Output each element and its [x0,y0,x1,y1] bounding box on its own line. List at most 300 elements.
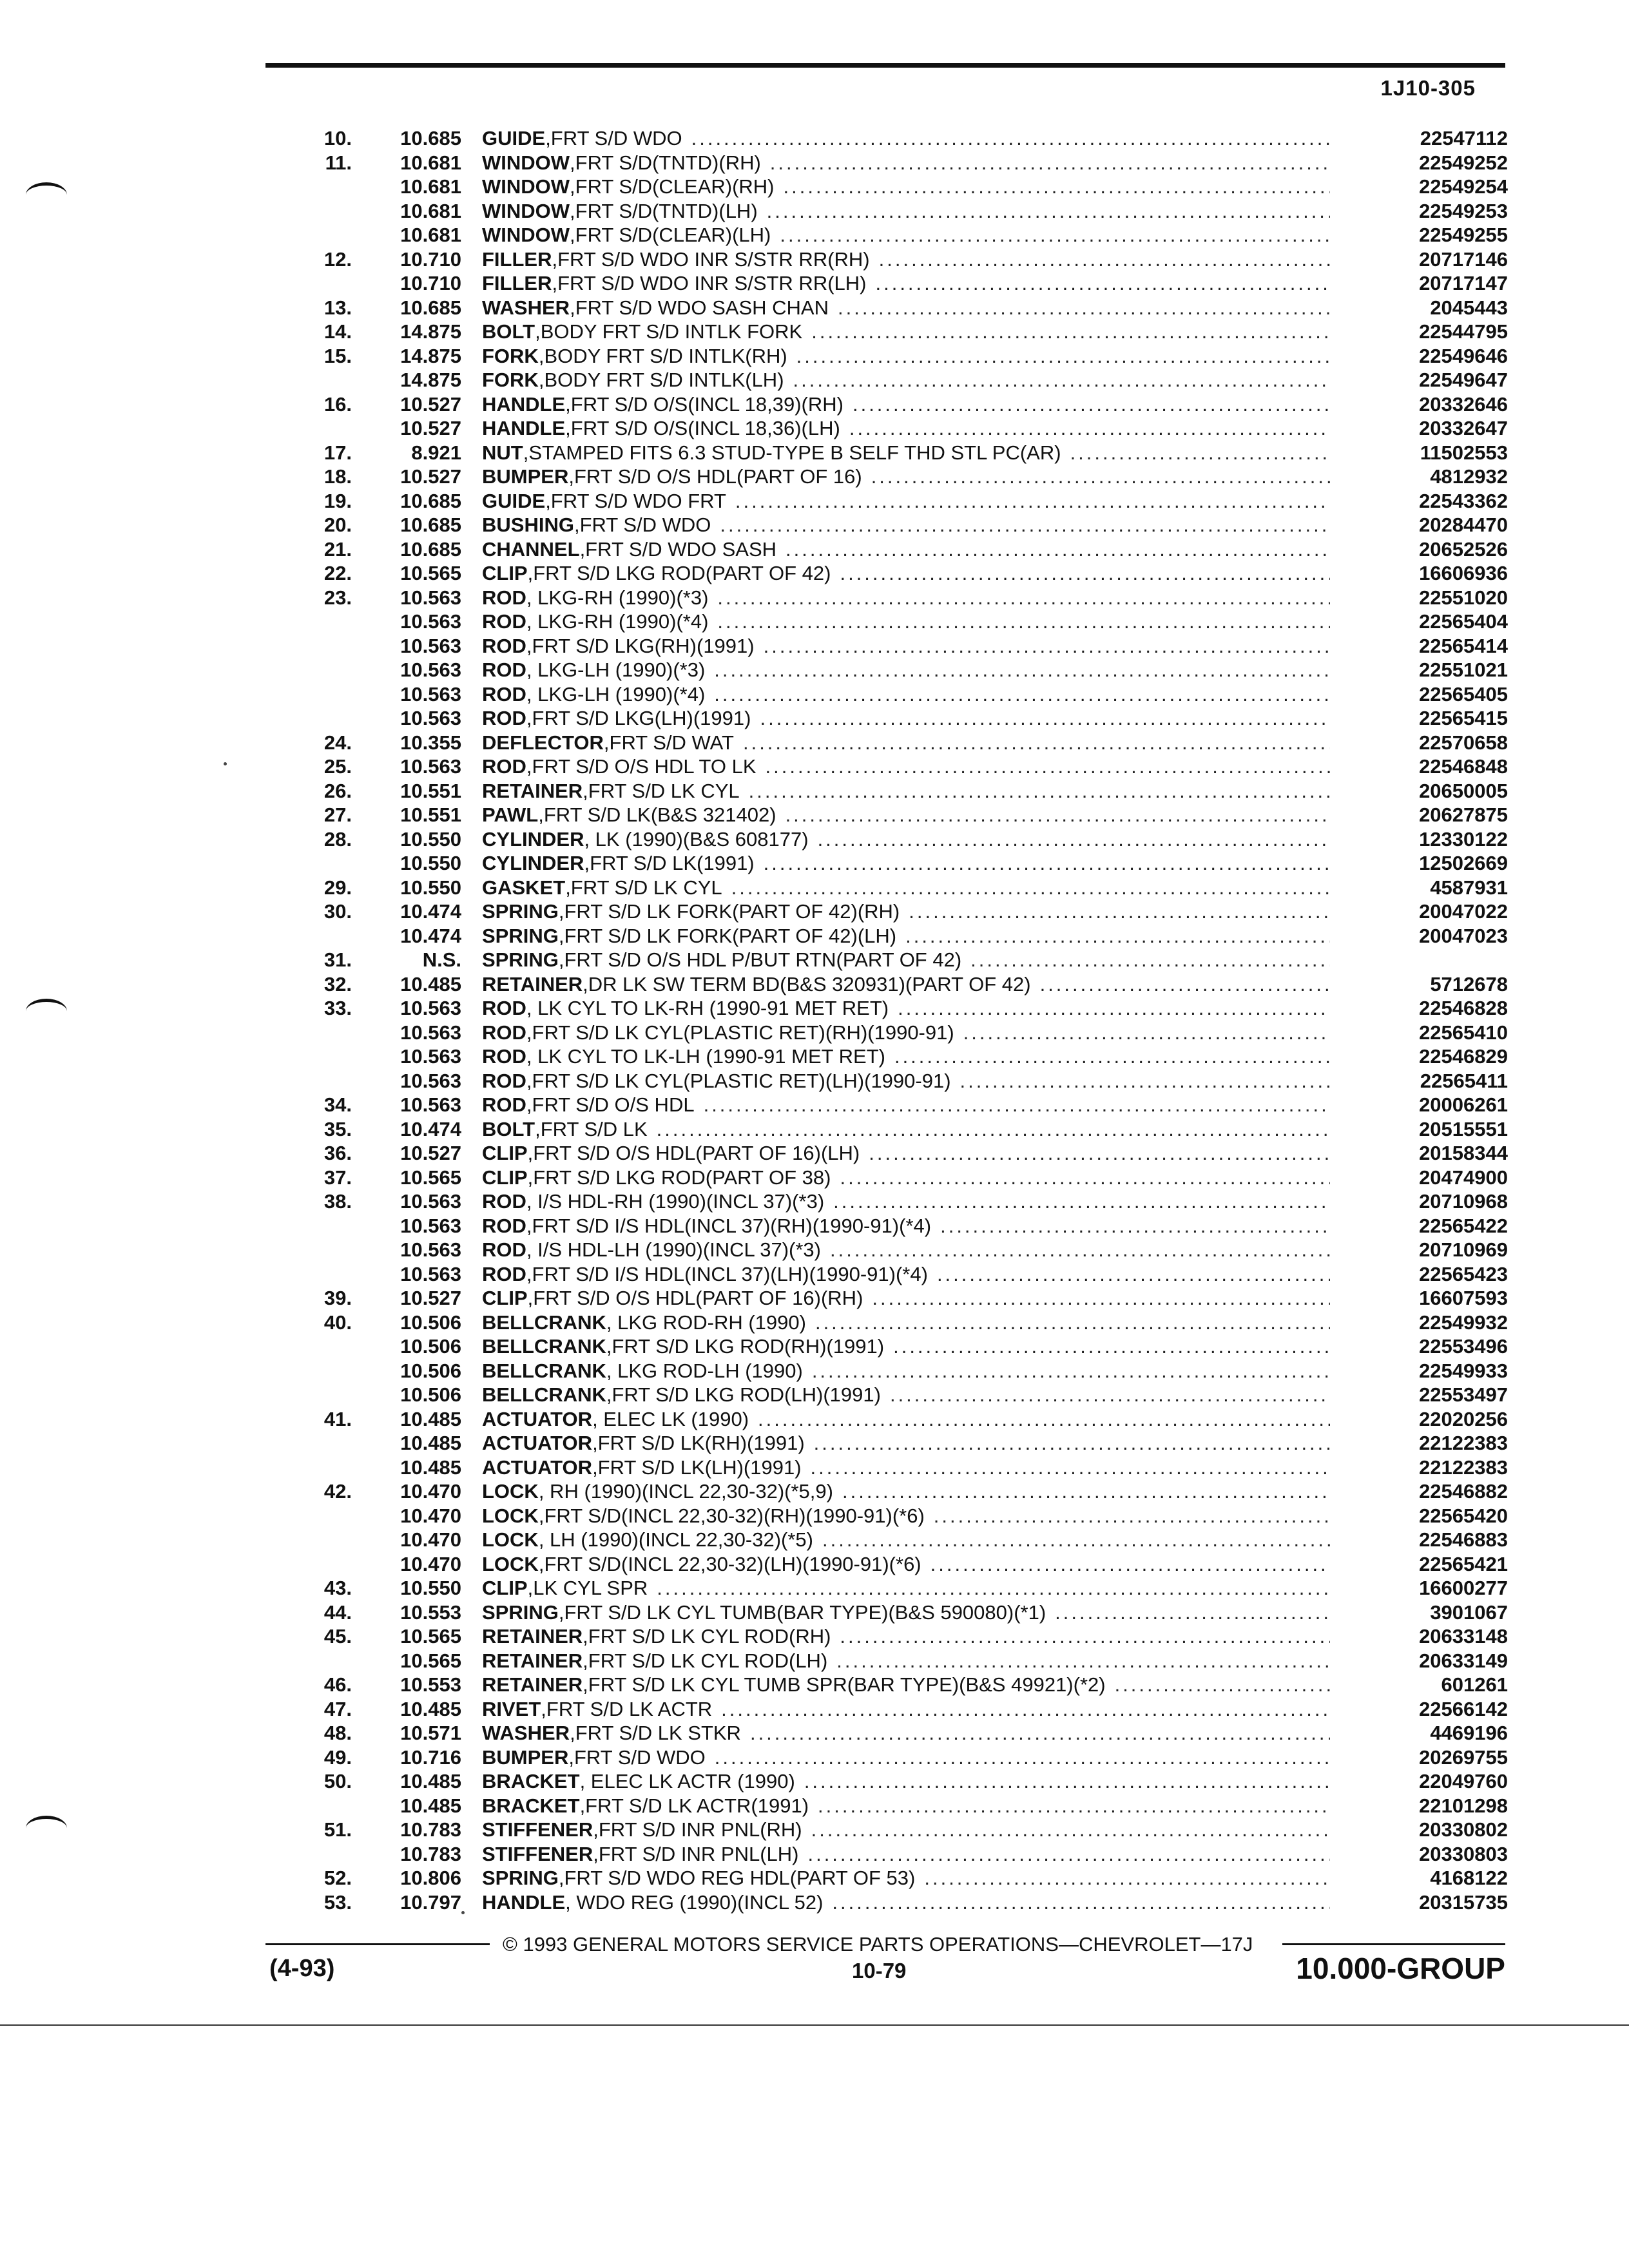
parts-row [258,126,1508,151]
dot-leader [822,1528,1330,1552]
part-description [482,561,1330,586]
part-name: ROD [482,1190,526,1213]
part-description [482,344,1330,369]
dot-leader [840,1624,1330,1649]
part-description [482,151,1330,175]
part-detail: ,FRT S/D LKG(RH)(1991) [526,634,755,657]
part-name: ROD [482,1262,526,1285]
ref-number: 19. [323,489,352,512]
ref-number: 12. [323,247,352,271]
group-number: 10.527 [400,392,461,416]
part-number: 22549254 [1419,175,1508,198]
part-description [482,1407,1330,1432]
part-name: ROD [482,658,526,681]
group-number: 10.563 [400,1190,461,1213]
part-detail: ,FRT S/D LK CYL [565,876,722,899]
part-name: WINDOW [482,199,570,222]
part-detail: ,FRT S/D LK(LH)(1991) [592,1456,802,1479]
part-name: BELLCRANK [482,1311,606,1334]
part-number: 20047023 [1419,924,1508,947]
part-description [482,368,1330,392]
parts-row [258,779,1508,803]
part-number: 22551021 [1419,658,1508,681]
parts-row [258,489,1508,514]
group-number: 10.681 [400,199,461,222]
parts-row [258,1673,1508,1697]
part-name: WINDOW [482,175,570,198]
part-number: 20330803 [1419,1842,1508,1865]
dot-leader [657,1117,1330,1142]
part-number: 22553496 [1419,1335,1508,1358]
parts-list [258,126,1508,1914]
dot-leader [871,465,1330,489]
dot-leader [717,586,1330,610]
dot-leader [1040,972,1330,997]
parts-row [258,1456,1508,1480]
parts-row [258,682,1508,707]
part-detail: ,FRT S/D LK ACTR [541,1697,713,1720]
dot-leader [793,368,1330,392]
part-detail: ,FRT S/D LK CYL TUMB SPR(BAR TYPE)(B&S 49921)(*2) [583,1673,1106,1696]
group-number: 10.506 [400,1383,461,1406]
part-number: 22122383 [1419,1456,1508,1479]
part-detail: ,FRT S/D(INCL 22,30-32)(RH)(1990-91)(*6) [538,1504,925,1527]
part-detail: ,FRT S/D O/S HDL(PART OF 16) [568,465,862,488]
parts-row [258,1021,1508,1045]
part-name: ROD [482,1238,526,1261]
part-description [482,1649,1330,1673]
part-description [482,1141,1330,1166]
part-name: CYLINDER [482,827,584,850]
group-number: 8.921 [411,441,461,464]
part-detail: , LK CYL TO LK-RH (1990-91 MET RET) [526,997,889,1019]
group-number: 10.474 [400,924,461,947]
part-detail: ,BODY FRT S/D INTLK FORK [535,320,803,343]
group-number: 10.685 [400,514,461,536]
ref-number: 41. [323,1407,352,1430]
part-name: ROD [482,1045,526,1068]
parts-row [258,1890,1508,1915]
group-number: 10.783 [400,1818,461,1841]
part-number: 22543362 [1419,489,1508,512]
part-description [482,1552,1330,1577]
part-number: 20633148 [1419,1625,1508,1648]
group-number: 10.355 [400,731,461,754]
part-number: 4587931 [1430,876,1508,899]
part-description [482,416,1330,441]
dot-leader [842,1479,1330,1504]
parts-row [258,972,1508,997]
group-number: 10.685 [400,296,461,319]
part-detail: ,FRT S/D LKG ROD(LH)(1991) [606,1383,881,1406]
part-number: 20717146 [1419,247,1508,271]
ref-number: 30. [323,900,352,923]
part-description [482,682,1330,707]
group-number: 10.563 [400,1093,461,1116]
part-description [482,1745,1330,1770]
dot-leader [735,489,1330,514]
dot-leader [731,876,1330,900]
part-description [482,1069,1330,1093]
parts-row [258,1431,1508,1456]
part-name: RETAINER [482,1673,583,1696]
part-number: 22546848 [1419,755,1508,778]
part-name: ROD [482,1069,526,1092]
parts-row [258,1842,1508,1867]
group-number: 10.551 [400,803,461,826]
part-name: ROD [482,634,526,657]
part-name: RETAINER [482,779,583,802]
part-number: 601261 [1441,1673,1508,1696]
dot-leader [894,1044,1330,1069]
dot-leader [804,1769,1330,1794]
part-detail: , LH (1990)(INCL 22,30-32)(*5) [538,1528,813,1551]
dot-leader [766,754,1331,779]
parts-row [258,803,1508,827]
ref-number: 45. [323,1625,352,1648]
dot-leader [1070,441,1330,465]
dot-leader [890,1383,1330,1407]
part-number: 12502669 [1419,852,1508,874]
part-number: 20284470 [1419,514,1508,536]
part-description [482,465,1330,489]
part-number: 20332647 [1419,417,1508,439]
part-name: BELLCRANK [482,1359,606,1382]
part-detail: ,FRT S/D WDO [568,1745,706,1769]
part-number: 22546883 [1419,1528,1508,1551]
part-name: SPRING [482,1867,559,1889]
part-number: 22565420 [1419,1504,1508,1527]
part-description [482,1214,1330,1238]
dot-leader [849,416,1330,441]
ref-number: 20. [323,514,352,536]
part-detail: , LKG ROD-LH (1990) [606,1359,803,1382]
ref-number: 52. [323,1867,352,1889]
part-description [482,1021,1330,1045]
part-number: 22101298 [1419,1794,1508,1817]
group-number: 10.527 [400,465,461,488]
dot-leader [760,706,1330,731]
part-number: 22547112 [1420,127,1508,149]
dot-leader [786,537,1330,562]
part-number: 20332646 [1419,392,1508,416]
part-description [482,223,1330,247]
ref-number: 22. [323,562,352,584]
part-description [482,392,1330,417]
parts-row [258,465,1508,489]
part-description [482,1600,1330,1625]
part-name: CLIP [482,1577,528,1599]
dot-leader [814,1431,1330,1456]
part-name: BUSHING [482,514,574,536]
part-description [482,1721,1330,1745]
dot-leader [934,1504,1330,1528]
part-number: 5712678 [1430,972,1508,995]
part-number: 4812932 [1430,465,1508,488]
part-name: PAWL [482,803,539,826]
parts-row [258,610,1508,634]
ref-number: 37. [323,1166,352,1189]
part-description [482,1334,1330,1359]
part-number: 20627875 [1419,803,1508,826]
part-name: BOLT [482,1117,535,1140]
group-number: 10.563 [400,1214,461,1237]
dot-leader [812,1359,1330,1383]
group-number: 10.797 [400,1890,461,1914]
part-number: 22565405 [1419,682,1508,706]
parts-row [258,1238,1508,1262]
dot-leader [840,1166,1330,1190]
part-description [482,320,1330,344]
part-name: LOCK [482,1504,539,1527]
group-number: 10.527 [400,1142,461,1164]
part-name: GUIDE [482,489,546,512]
part-description [482,1528,1330,1552]
page-code: 1J10-305 [1380,76,1476,100]
part-number: 22122383 [1419,1432,1508,1454]
dot-leader [853,392,1330,417]
ref-number: 35. [323,1117,352,1140]
part-number: 20047022 [1419,900,1508,923]
ref-number: 25. [323,755,352,778]
part-number: 16607593 [1419,1287,1508,1309]
ref-number: 11. [325,151,352,174]
group-number: 10.563 [400,997,461,1019]
part-description [482,1311,1330,1335]
group-number: 10.506 [400,1359,461,1382]
parts-row [258,1069,1508,1093]
group-number: 10.716 [400,1745,461,1769]
group-number: 10.681 [400,151,461,174]
part-description [482,876,1330,900]
part-detail: , LKG-LH (1990)(*3) [526,658,706,681]
part-description [482,537,1330,562]
part-name: BELLCRANK [482,1383,606,1406]
part-description [482,1479,1330,1504]
part-detail: , LKG ROD-RH (1990) [606,1311,806,1334]
ref-number: 21. [323,537,352,561]
part-detail: ,STAMPED FITS 6.3 STUD-TYPE B SELF THD STL PC(AR) [523,441,1061,464]
part-description [482,489,1330,514]
group-number: 10.806 [400,1867,461,1889]
group-number: 10.563 [400,707,461,729]
group-number: 10.563 [400,586,461,609]
dot-leader [830,1238,1330,1262]
part-number: 22546828 [1419,997,1508,1019]
dot-leader [924,1866,1330,1890]
part-number: 22049760 [1419,1770,1508,1792]
part-detail: ,FRT S/D I/S HDL(INCL 37)(RH)(1990-91)(*4) [526,1214,932,1237]
part-number: 22565421 [1419,1552,1508,1575]
part-detail: , ELEC LK (1990) [592,1407,749,1430]
ref-number: 16. [323,392,352,416]
part-number: 4168122 [1430,1867,1508,1889]
ref-number: 26. [323,779,352,802]
part-detail: ,FRT S/D LK CYL ROD(LH) [583,1649,828,1672]
part-description [482,1117,1330,1142]
part-number: 20710969 [1419,1238,1508,1261]
margin-mark [26,182,67,207]
part-number: 2045443 [1430,296,1508,319]
group-number: 10.550 [400,852,461,874]
part-description [482,972,1330,997]
part-detail: , LK CYL TO LK-LH (1990-91 MET RET) [526,1045,885,1068]
part-detail: ,FRT S/D WDO FRT [545,489,726,512]
group-number: 10.553 [400,1673,461,1696]
part-name: WASHER [482,296,570,319]
part-detail: ,FRT S/D LK CYL [583,779,740,802]
part-description [482,296,1330,320]
parts-row [258,827,1508,852]
group-number: 10.685 [400,127,461,149]
part-name: ACTUATOR [482,1407,593,1430]
dot-leader [764,851,1330,876]
part-description [482,126,1330,151]
ref-number: 40. [323,1311,352,1334]
dot-leader [811,320,1330,344]
part-name: RIVET [482,1697,541,1720]
part-detail: ,FRT S/D O/S HDL(PART OF 16)(LH) [527,1142,860,1164]
parts-row [258,1141,1508,1166]
margin-mark [26,1816,67,1841]
part-name: ROD [482,682,526,706]
group-number: 14.875 [400,344,461,367]
parts-row [258,296,1508,320]
part-name: ROD [482,1093,526,1116]
part-detail: ,FRT S/D LKG ROD(PART OF 38) [527,1166,831,1189]
part-description [482,1456,1330,1480]
part-name: SPRING [482,1600,559,1624]
part-number: 22570658 [1419,731,1508,754]
part-description [482,1818,1330,1842]
part-detail: ,FRT S/D(TNTD)(LH) [570,199,758,222]
group-number: 10.563 [400,634,461,657]
part-number: 12330122 [1419,827,1508,850]
parts-row [258,1189,1508,1214]
part-detail: ,FRT S/D O/S HDL TO LK [526,755,757,778]
dot-leader [940,1214,1330,1238]
part-description [482,1624,1330,1649]
ref-number: 34. [323,1093,352,1116]
part-number: 3901067 [1430,1600,1508,1624]
parts-row [258,175,1508,199]
part-detail: ,FRT S/D LK(1991) [584,852,755,874]
dot-leader [807,1842,1330,1867]
part-detail: ,FRT S/D LKG ROD(RH)(1991) [606,1335,885,1358]
group-number: 10.710 [400,272,461,294]
part-detail: ,FRT S/D WAT [603,731,734,754]
parts-row [258,731,1508,755]
dot-leader [905,924,1330,948]
part-description [482,827,1330,852]
part-number: 20330802 [1419,1818,1508,1841]
part-number: 20315735 [1419,1890,1508,1914]
part-name: FORK [482,344,539,367]
part-detail: ,FRT S/D O/S(INCL 18,36)(LH) [565,417,840,439]
part-name: WINDOW [482,224,570,246]
part-detail: ,DR LK SW TERM BD(B&S 320931)(PART OF 42) [583,972,1031,995]
dot-leader [909,899,1330,924]
part-description [482,924,1330,948]
part-number: 22549646 [1419,344,1508,367]
part-detail: ,FRT S/D(TNTD)(RH) [570,151,761,174]
dot-leader [872,1286,1330,1311]
part-detail: ,FRT S/D I/S HDL(INCL 37)(LH)(1990-91)(*4) [526,1262,928,1285]
part-number: 22565423 [1419,1262,1508,1285]
part-name: BUMPER [482,1745,569,1769]
part-description [482,610,1330,634]
part-number: 22549647 [1419,369,1508,391]
parts-row [258,1359,1508,1383]
part-name: SPRING [482,948,559,971]
dot-leader [786,803,1330,827]
ref-number: 14. [323,320,352,343]
parts-row [258,706,1508,731]
dot-leader [714,682,1330,707]
group-number: N.S. [422,948,461,971]
part-name: BELLCRANK [482,1335,606,1358]
dot-leader [721,1697,1330,1722]
part-number: 22546829 [1419,1045,1508,1068]
part-detail: ,FRT S/D WDO SASH [579,537,777,561]
part-detail: ,FRT S/D O/S HDL P/BUT RTN(PART OF 42) [558,948,962,971]
part-description [482,779,1330,803]
part-detail: ,FRT S/D INR PNL(LH) [593,1842,799,1865]
part-number: 20474900 [1419,1166,1508,1189]
part-name: ROD [482,997,526,1019]
part-description [482,513,1330,537]
group-number: 10.485 [400,1432,461,1454]
dot-leader [898,996,1330,1021]
ref-number: 42. [323,1480,352,1503]
part-name: CLIP [482,562,528,584]
copyright-notice: © 1993 GENERAL MOTORS SERVICE PARTS OPERATIONS—CHEVROLET—17J [503,1933,1253,1956]
publication-date: (4-93) [269,1955,335,1982]
part-name: ROD [482,1214,526,1237]
parts-row [258,1286,1508,1311]
parts-row [258,271,1508,296]
part-description [482,1166,1330,1190]
part-number: 16606936 [1419,562,1508,584]
part-name: CHANNEL [482,537,580,561]
part-description [482,1093,1330,1117]
group-number: 10.685 [400,489,461,512]
part-name: HANDLE [482,392,566,416]
ref-number: 29. [323,876,352,899]
part-description [482,1890,1330,1915]
dot-leader [780,223,1330,247]
parts-row [258,1334,1508,1359]
part-detail: ,FRT S/D LK FORK(PART OF 42)(LH) [558,924,897,947]
parts-row [258,1214,1508,1238]
part-name: ROD [482,610,526,633]
dot-leader [875,271,1330,296]
part-name: BRACKET [482,1794,580,1817]
dot-leader [657,1576,1330,1600]
ref-number: 18. [323,465,352,488]
parts-row [258,223,1508,247]
part-name: NUT [482,441,523,464]
part-name: CLIP [482,1142,528,1164]
parts-row [258,1818,1508,1842]
group-number: 10.565 [400,562,461,584]
dot-leader [879,247,1330,272]
part-name: STIFFENER [482,1818,593,1841]
part-number: 22565411 [1420,1069,1508,1092]
parts-row [258,1576,1508,1600]
part-detail: ,FRT S/D LKG(LH)(1991) [526,707,751,729]
part-description [482,1286,1330,1311]
